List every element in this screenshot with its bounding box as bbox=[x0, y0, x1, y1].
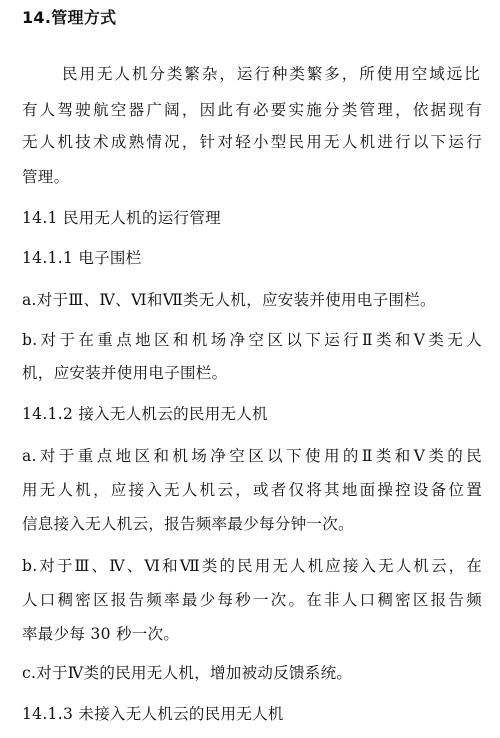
item-14-1-1-a: a.对于Ⅲ、Ⅳ、Ⅵ和Ⅶ类无人机，应安装并使用电子围栏。 bbox=[22, 291, 436, 309]
subsection-title-14-1-3: 14.1.3 未接入无人机云的民用无人机 bbox=[22, 705, 284, 723]
subsection-title-14-1-1: 14.1.1 电子围栏 bbox=[22, 249, 142, 267]
subsection-title-14-1-2: 14.1.2 接入无人机云的民用无人机 bbox=[22, 405, 268, 423]
intro-line-1: 民用无人机分类繁杂，运行种类繁多，所使用空域远比 bbox=[62, 65, 480, 83]
item-14-1-1-b-line-2: 机，应安装并使用电子围栏。 bbox=[22, 364, 228, 382]
item-14-1-2-b-line-1: b.对于Ⅲ、Ⅳ、Ⅵ和Ⅶ类的民用无人机应接入无人机云，在 bbox=[22, 557, 482, 575]
section-heading: 14.管理方式 bbox=[22, 8, 117, 27]
item-14-1-2-a-line-1: a.对于重点地区和机场净空区以下使用的Ⅱ类和Ⅴ类的民 bbox=[22, 447, 482, 465]
item-14-1-2-b-line-3: 率最少每 30 秒一次。 bbox=[22, 625, 180, 643]
item-14-1-2-a-line-2: 用无人机，应接入无人机云，或者仅将其地面操控设备位置 bbox=[22, 481, 482, 499]
intro-line-3: 无人机技术成熟情况，针对轻小型民用无人机进行以下运行 bbox=[22, 133, 482, 151]
intro-line-4: 管理。 bbox=[22, 168, 70, 186]
intro-line-2: 有人驾驶航空器广阔，因此有必要实施分类管理，依据现有 bbox=[22, 101, 482, 119]
item-14-1-1-b-line-1: b.对于在重点地区和机场净空区以下运行Ⅱ类和Ⅴ类无人 bbox=[22, 331, 482, 349]
item-14-1-2-a-line-3: 信息接入无人机云，报告频率最少每分钟一次。 bbox=[22, 515, 354, 533]
item-14-1-2-c: c.对于Ⅳ类的民用无人机，增加被动反馈系统。 bbox=[22, 664, 353, 682]
subsection-title-14-1: 14.1 民用无人机的运行管理 bbox=[22, 209, 221, 227]
item-14-1-2-b-line-2: 人口稠密区报告频率最少每秒一次。在非人口稠密区报告频 bbox=[22, 591, 482, 609]
